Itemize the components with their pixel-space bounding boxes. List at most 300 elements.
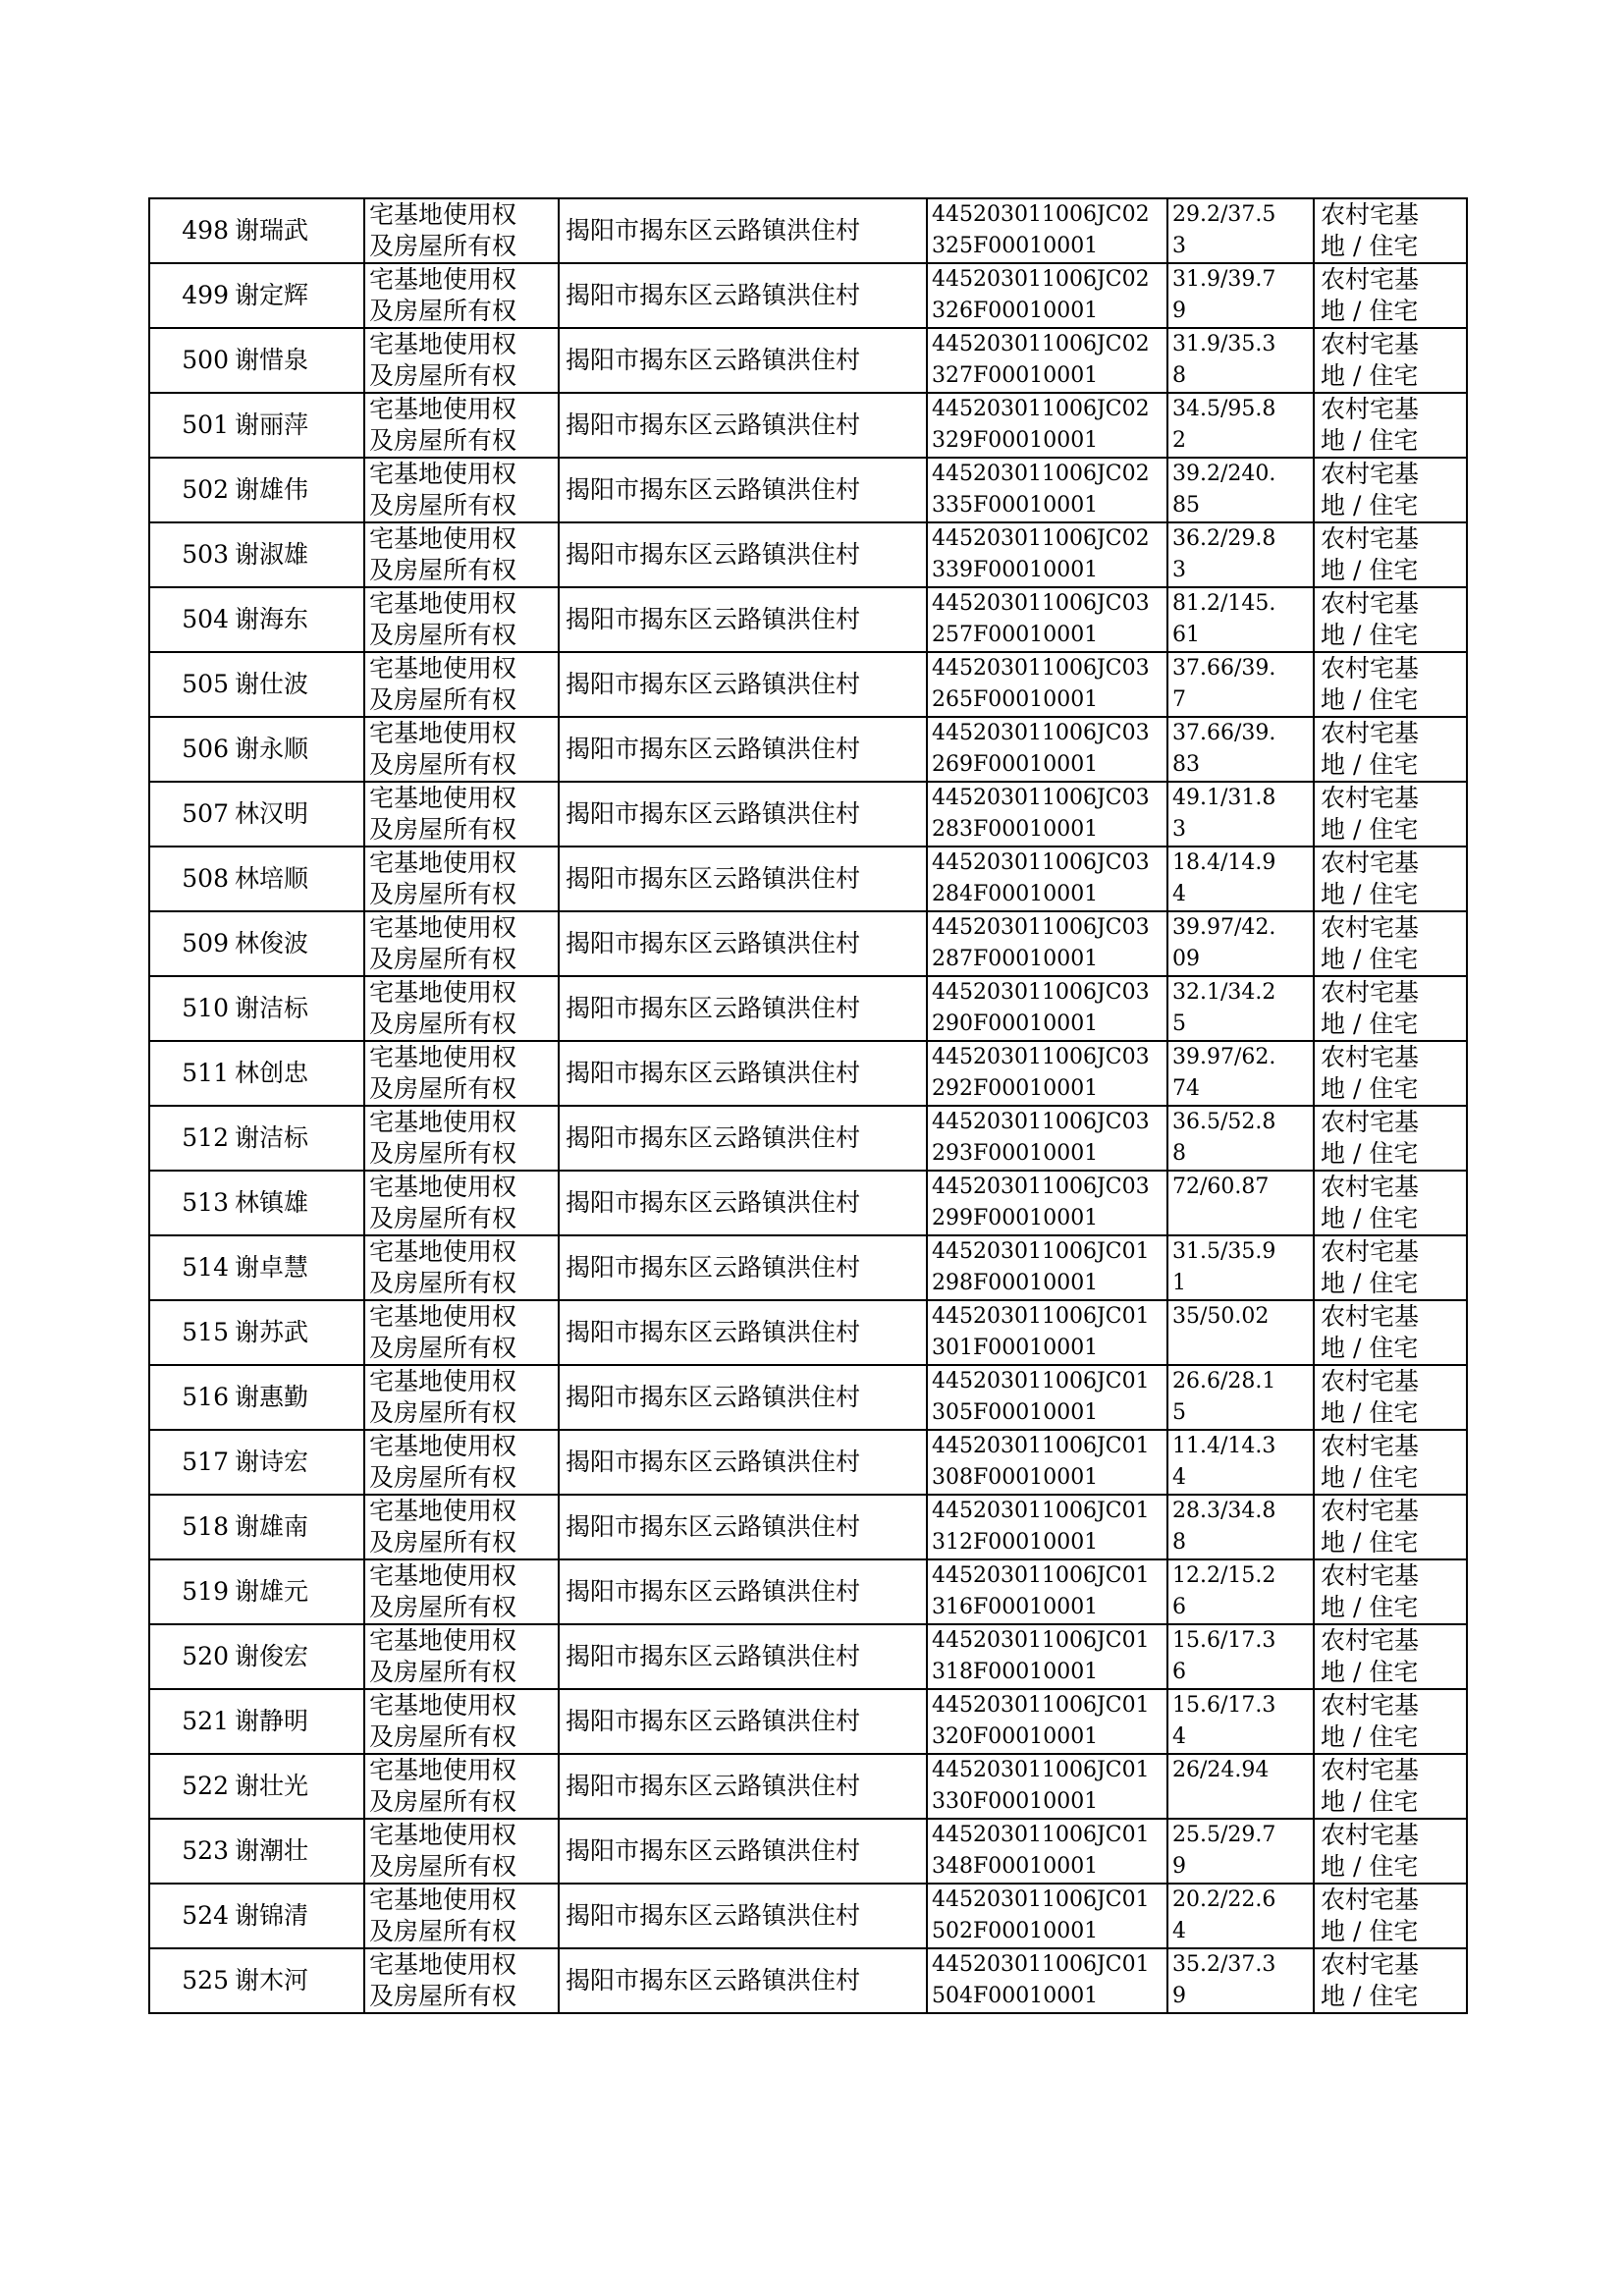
area-cell xyxy=(1167,652,1314,717)
right-type-cell-line: 宅基地使用权 xyxy=(369,848,517,877)
parcel-code-cell xyxy=(927,328,1167,393)
table-row xyxy=(149,1819,1467,1884)
right-type-cell-line: 宅基地使用权 xyxy=(369,1885,517,1914)
location-cell: 揭阳市揭东区云路镇洪住村 xyxy=(559,393,927,458)
land-use-cell xyxy=(1314,1041,1467,1106)
parcel-code-cell-line: 445203011006JC01 xyxy=(932,1239,1150,1264)
land-use-cell-line: 地 / 住宅 xyxy=(1321,1334,1419,1362)
land-use-cell xyxy=(1314,522,1467,587)
right-type-cell-line: 及房屋所有权 xyxy=(369,361,517,390)
area-cell-line: 37.66/39. xyxy=(1172,721,1276,745)
area-cell xyxy=(1167,782,1314,847)
table-row xyxy=(149,1365,1467,1430)
right-type-cell-line: 及房屋所有权 xyxy=(369,1398,517,1427)
table-row xyxy=(149,328,1467,393)
land-use-cell-line: 农村宅基 xyxy=(1321,1367,1420,1395)
parcel-code-cell-line: 445203011006JC03 xyxy=(932,915,1150,940)
area-cell-line: 09 xyxy=(1172,947,1200,971)
area-cell-line: 32.1/34.2 xyxy=(1172,980,1276,1005)
land-use-cell xyxy=(1314,1495,1467,1559)
location-cell: 揭阳市揭东区云路镇洪住村 xyxy=(559,1884,927,1948)
right-type-cell xyxy=(364,1884,559,1948)
area-cell-line: 26.6/28.1 xyxy=(1172,1369,1276,1393)
area-cell xyxy=(1167,587,1314,652)
owner-name-cell: 谢丽萍 xyxy=(231,393,364,458)
land-use-cell-line: 地 / 住宅 xyxy=(1321,1593,1419,1621)
parcel-code-cell-line: 284F00010001 xyxy=(932,882,1099,906)
table-row xyxy=(149,1495,1467,1559)
right-type-cell-line: 及房屋所有权 xyxy=(369,297,517,325)
parcel-code-cell xyxy=(927,1235,1167,1300)
parcel-code-cell-line: 326F00010001 xyxy=(932,299,1099,323)
parcel-code-cell-line: 316F00010001 xyxy=(932,1595,1099,1619)
right-type-cell-line: 宅基地使用权 xyxy=(369,1626,517,1655)
area-cell-line xyxy=(1172,1203,1313,1234)
parcel-code-cell-line: 445203011006JC03 xyxy=(932,850,1150,875)
row-number-cell: 500 xyxy=(149,328,231,393)
right-type-cell xyxy=(364,263,559,328)
parcel-code-cell-line: 445203011006JC01 xyxy=(932,1304,1150,1329)
land-use-cell xyxy=(1314,1430,1467,1495)
area-cell xyxy=(1167,522,1314,587)
right-type-cell xyxy=(364,522,559,587)
right-type-cell xyxy=(364,782,559,847)
table-row xyxy=(149,717,1467,782)
row-number-cell: 512 xyxy=(149,1106,231,1171)
right-type-cell xyxy=(364,393,559,458)
right-type-cell-line: 宅基地使用权 xyxy=(369,589,517,618)
parcel-code-cell-line: 290F00010001 xyxy=(932,1011,1099,1036)
owner-name-cell: 谢定辉 xyxy=(231,263,364,328)
right-type-cell-line: 及房屋所有权 xyxy=(369,1204,517,1232)
area-cell-line: 8 xyxy=(1172,363,1186,388)
area-cell xyxy=(1167,1689,1314,1754)
parcel-code-cell-line: 325F00010001 xyxy=(932,234,1099,258)
right-type-cell-line: 宅基地使用权 xyxy=(369,978,517,1007)
right-type-cell xyxy=(364,1300,559,1365)
land-use-cell xyxy=(1314,1235,1467,1300)
parcel-code-cell xyxy=(927,1689,1167,1754)
owner-name-cell: 谢仕波 xyxy=(231,652,364,717)
table-row xyxy=(149,522,1467,587)
parcel-code-cell xyxy=(927,458,1167,522)
land-use-cell-line: 地 / 住宅 xyxy=(1321,1463,1419,1492)
area-cell xyxy=(1167,1948,1314,2013)
location-cell: 揭阳市揭东区云路镇洪住村 xyxy=(559,782,927,847)
right-type-cell xyxy=(364,652,559,717)
location-cell: 揭阳市揭东区云路镇洪住村 xyxy=(559,1300,927,1365)
land-use-cell-line: 农村宅基 xyxy=(1321,1173,1420,1201)
parcel-code-cell-line: 287F00010001 xyxy=(932,947,1099,971)
row-number-cell: 514 xyxy=(149,1235,231,1300)
land-use-cell-line: 地 / 住宅 xyxy=(1321,945,1419,973)
row-number-cell: 506 xyxy=(149,717,231,782)
right-type-cell xyxy=(364,1689,559,1754)
location-cell: 揭阳市揭东区云路镇洪住村 xyxy=(559,1948,927,2013)
land-use-cell-line: 地 / 住宅 xyxy=(1321,556,1419,584)
table-row xyxy=(149,1041,1467,1106)
land-use-cell-line: 地 / 住宅 xyxy=(1321,232,1419,260)
land-use-cell-line: 地 / 住宅 xyxy=(1321,1204,1419,1232)
land-use-cell-line: 地 / 住宅 xyxy=(1321,1269,1419,1297)
land-use-cell-line: 农村宅基 xyxy=(1321,524,1420,553)
location-cell: 揭阳市揭东区云路镇洪住村 xyxy=(559,1819,927,1884)
location-cell: 揭阳市揭东区云路镇洪住村 xyxy=(559,328,927,393)
parcel-code-cell-line: 445203011006JC03 xyxy=(932,1175,1150,1199)
land-use-cell-line: 地 / 住宅 xyxy=(1321,361,1419,390)
area-cell-line: 4 xyxy=(1172,1919,1186,1943)
parcel-code-cell-line: 445203011006JC01 xyxy=(932,1369,1150,1393)
owner-name-cell: 谢洁标 xyxy=(231,1106,364,1171)
owner-name-cell: 谢洁标 xyxy=(231,976,364,1041)
land-use-cell xyxy=(1314,1689,1467,1754)
parcel-code-cell-line: 348F00010001 xyxy=(932,1854,1099,1879)
area-cell-line: 81.2/145. xyxy=(1172,591,1276,616)
row-number-cell: 523 xyxy=(149,1819,231,1884)
right-type-cell-line: 宅基地使用权 xyxy=(369,524,517,553)
parcel-code-cell xyxy=(927,1884,1167,1948)
parcel-code-cell-line: 283F00010001 xyxy=(932,817,1099,842)
area-cell-line xyxy=(1172,1786,1313,1818)
area-cell xyxy=(1167,1300,1314,1365)
right-type-cell-line: 及房屋所有权 xyxy=(369,1593,517,1621)
parcel-code-cell xyxy=(927,1559,1167,1624)
right-type-cell-line: 宅基地使用权 xyxy=(369,1950,517,1979)
right-type-cell xyxy=(364,198,559,263)
right-type-cell-line: 宅基地使用权 xyxy=(369,330,517,358)
location-cell: 揭阳市揭东区云路镇洪住村 xyxy=(559,1495,927,1559)
right-type-cell-line: 及房屋所有权 xyxy=(369,1917,517,1945)
area-cell xyxy=(1167,1171,1314,1235)
area-cell-line: 85 xyxy=(1172,493,1200,518)
area-cell-line: 39.2/240. xyxy=(1172,462,1276,486)
area-cell-line: 3 xyxy=(1172,817,1186,842)
land-use-cell-line: 农村宅基 xyxy=(1321,1108,1420,1136)
land-use-cell-line: 农村宅基 xyxy=(1321,1950,1420,1979)
area-cell-line: 37.66/39. xyxy=(1172,656,1276,681)
table-row xyxy=(149,587,1467,652)
land-use-cell-line: 地 / 住宅 xyxy=(1321,1528,1419,1557)
parcel-code-cell-line: 445203011006JC03 xyxy=(932,721,1150,745)
owner-name-cell: 林汉明 xyxy=(231,782,364,847)
parcel-code-cell xyxy=(927,652,1167,717)
right-type-cell-line: 宅基地使用权 xyxy=(369,265,517,294)
land-use-cell xyxy=(1314,458,1467,522)
parcel-code-cell xyxy=(927,976,1167,1041)
area-cell xyxy=(1167,1884,1314,1948)
area-cell-line: 31.9/35.3 xyxy=(1172,332,1276,356)
area-cell xyxy=(1167,1559,1314,1624)
land-use-cell-line: 地 / 住宅 xyxy=(1321,1074,1419,1103)
right-type-cell-line: 及房屋所有权 xyxy=(369,1074,517,1103)
location-cell: 揭阳市揭东区云路镇洪住村 xyxy=(559,911,927,976)
right-type-cell-line: 宅基地使用权 xyxy=(369,1367,517,1395)
area-cell-line: 35/50.02 xyxy=(1172,1304,1270,1329)
parcel-code-cell-line: 308F00010001 xyxy=(932,1465,1099,1490)
parcel-code-cell-line: 292F00010001 xyxy=(932,1076,1099,1101)
location-cell: 揭阳市揭东区云路镇洪住村 xyxy=(559,198,927,263)
right-type-cell-line: 宅基地使用权 xyxy=(369,1821,517,1849)
land-use-cell-line: 地 / 住宅 xyxy=(1321,426,1419,455)
table-row xyxy=(149,847,1467,911)
owner-name-cell: 谢雄伟 xyxy=(231,458,364,522)
right-type-cell-line: 及房屋所有权 xyxy=(369,1269,517,1297)
right-type-cell-line: 及房屋所有权 xyxy=(369,880,517,908)
land-use-cell xyxy=(1314,1365,1467,1430)
table-row xyxy=(149,976,1467,1041)
land-use-cell-line: 农村宅基 xyxy=(1321,654,1420,683)
parcel-code-cell-line: 329F00010001 xyxy=(932,428,1099,453)
right-type-cell-line: 及房屋所有权 xyxy=(369,621,517,649)
parcel-code-cell-line: 445203011006JC01 xyxy=(932,1628,1150,1653)
right-type-cell-line: 及房屋所有权 xyxy=(369,945,517,973)
owner-name-cell: 林俊波 xyxy=(231,911,364,976)
right-type-cell-line: 宅基地使用权 xyxy=(369,1237,517,1266)
right-type-cell-line: 宅基地使用权 xyxy=(369,200,517,229)
parcel-code-cell-line: 330F00010001 xyxy=(932,1789,1099,1814)
parcel-code-cell-line: 445203011006JC01 xyxy=(932,1693,1150,1718)
right-type-cell-line: 宅基地使用权 xyxy=(369,1432,517,1460)
parcel-code-cell-line: 445203011006JC02 xyxy=(932,397,1150,421)
location-cell: 揭阳市揭东区云路镇洪住村 xyxy=(559,587,927,652)
parcel-code-cell-line: 445203011006JC01 xyxy=(932,1563,1150,1588)
area-cell xyxy=(1167,393,1314,458)
owner-name-cell: 谢雄南 xyxy=(231,1495,364,1559)
location-cell: 揭阳市揭东区云路镇洪住村 xyxy=(559,717,927,782)
land-use-cell xyxy=(1314,782,1467,847)
land-use-cell-line: 农村宅基 xyxy=(1321,1885,1420,1914)
area-cell-line: 12.2/15.2 xyxy=(1172,1563,1276,1588)
right-type-cell-line: 及房屋所有权 xyxy=(369,556,517,584)
area-cell xyxy=(1167,1819,1314,1884)
right-type-cell xyxy=(364,911,559,976)
area-cell-line: 15.6/17.3 xyxy=(1172,1628,1276,1653)
owner-name-cell: 谢卓慧 xyxy=(231,1235,364,1300)
right-type-cell-line: 宅基地使用权 xyxy=(369,1497,517,1525)
area-cell-line: 36.2/29.8 xyxy=(1172,526,1276,551)
row-number-cell: 524 xyxy=(149,1884,231,1948)
owner-name-cell: 谢瑞武 xyxy=(231,198,364,263)
land-use-cell xyxy=(1314,1171,1467,1235)
parcel-code-cell-line: 445203011006JC01 xyxy=(932,1434,1150,1458)
right-type-cell xyxy=(364,1624,559,1689)
land-use-cell-line: 地 / 住宅 xyxy=(1321,1010,1419,1038)
land-use-cell-line: 农村宅基 xyxy=(1321,330,1420,358)
right-type-cell-line: 及房屋所有权 xyxy=(369,1787,517,1816)
table-row xyxy=(149,1754,1467,1819)
area-cell xyxy=(1167,1430,1314,1495)
table-row xyxy=(149,263,1467,328)
land-use-cell-line: 地 / 住宅 xyxy=(1321,297,1419,325)
right-type-cell xyxy=(364,1430,559,1495)
right-type-cell-line: 及房屋所有权 xyxy=(369,815,517,844)
row-number-cell: 510 xyxy=(149,976,231,1041)
parcel-code-cell-line: 445203011006JC03 xyxy=(932,656,1150,681)
area-cell-line: 39.97/62. xyxy=(1172,1045,1276,1069)
row-number-cell: 498 xyxy=(149,198,231,263)
area-cell-line: 36.5/52.8 xyxy=(1172,1110,1276,1134)
land-use-cell xyxy=(1314,1624,1467,1689)
row-number-cell: 509 xyxy=(149,911,231,976)
location-cell: 揭阳市揭东区云路镇洪住村 xyxy=(559,1689,927,1754)
area-cell-line: 6 xyxy=(1172,1595,1186,1619)
parcel-code-cell-line: 305F00010001 xyxy=(932,1400,1099,1425)
area-cell-line: 29.2/37.5 xyxy=(1172,202,1276,227)
row-number-cell: 502 xyxy=(149,458,231,522)
row-number-cell: 522 xyxy=(149,1754,231,1819)
area-cell-line: 1 xyxy=(1172,1271,1186,1295)
parcel-code-cell xyxy=(927,198,1167,263)
area-cell-line: 74 xyxy=(1172,1076,1200,1101)
area-cell xyxy=(1167,717,1314,782)
row-number-cell: 519 xyxy=(149,1559,231,1624)
area-cell-line: 4 xyxy=(1172,1724,1186,1749)
parcel-code-cell-line: 445203011006JC01 xyxy=(932,1499,1150,1523)
land-use-cell-line: 地 / 住宅 xyxy=(1321,1917,1419,1945)
right-type-cell-line: 及房屋所有权 xyxy=(369,1722,517,1751)
area-cell xyxy=(1167,198,1314,263)
owner-name-cell: 谢静明 xyxy=(231,1689,364,1754)
parcel-code-cell-line: 298F00010001 xyxy=(932,1271,1099,1295)
area-cell-line: 3 xyxy=(1172,558,1186,582)
area-cell-line: 18.4/14.9 xyxy=(1172,850,1276,875)
table-row xyxy=(149,393,1467,458)
area-cell xyxy=(1167,1041,1314,1106)
row-number-cell: 520 xyxy=(149,1624,231,1689)
table-row xyxy=(149,1689,1467,1754)
location-cell: 揭阳市揭东区云路镇洪住村 xyxy=(559,458,927,522)
table-row xyxy=(149,198,1467,263)
right-type-cell-line: 宅基地使用权 xyxy=(369,1561,517,1590)
parcel-code-cell-line: 445203011006JC03 xyxy=(932,980,1150,1005)
area-cell-line: 4 xyxy=(1172,882,1186,906)
land-use-cell xyxy=(1314,1754,1467,1819)
parcel-code-cell xyxy=(927,911,1167,976)
location-cell: 揭阳市揭东区云路镇洪住村 xyxy=(559,1235,927,1300)
location-cell: 揭阳市揭东区云路镇洪住村 xyxy=(559,522,927,587)
land-use-cell-line: 农村宅基 xyxy=(1321,200,1420,229)
land-use-cell-line: 农村宅基 xyxy=(1321,1561,1420,1590)
area-cell-line: 8 xyxy=(1172,1530,1186,1555)
land-use-cell-line: 农村宅基 xyxy=(1321,848,1420,877)
owner-name-cell: 林培顺 xyxy=(231,847,364,911)
location-cell: 揭阳市揭东区云路镇洪住村 xyxy=(559,1754,927,1819)
location-cell: 揭阳市揭东区云路镇洪住村 xyxy=(559,263,927,328)
parcel-code-cell-line: 445203011006JC02 xyxy=(932,267,1150,292)
parcel-code-cell-line: 269F00010001 xyxy=(932,752,1099,777)
parcel-code-cell xyxy=(927,587,1167,652)
parcel-code-cell-line: 339F00010001 xyxy=(932,558,1099,582)
area-cell xyxy=(1167,976,1314,1041)
table-row xyxy=(149,1884,1467,1948)
row-number-cell: 499 xyxy=(149,263,231,328)
right-type-cell-line: 及房屋所有权 xyxy=(369,1334,517,1362)
land-use-cell xyxy=(1314,263,1467,328)
area-cell xyxy=(1167,847,1314,911)
area-cell xyxy=(1167,1106,1314,1171)
parcel-code-cell xyxy=(927,847,1167,911)
land-use-cell xyxy=(1314,1884,1467,1948)
parcel-code-cell xyxy=(927,1171,1167,1235)
table-row xyxy=(149,1430,1467,1495)
right-type-cell-line: 宅基地使用权 xyxy=(369,395,517,423)
parcel-code-cell-line: 445203011006JC03 xyxy=(932,1110,1150,1134)
right-type-cell-line: 及房屋所有权 xyxy=(369,426,517,455)
parcel-code-cell-line: 257F00010001 xyxy=(932,623,1099,647)
land-use-cell-line: 农村宅基 xyxy=(1321,1626,1420,1655)
row-number-cell: 508 xyxy=(149,847,231,911)
area-cell-line: 5 xyxy=(1172,1011,1186,1036)
area-cell-line: 7 xyxy=(1172,687,1186,712)
location-cell: 揭阳市揭东区云路镇洪住村 xyxy=(559,652,927,717)
parcel-code-cell xyxy=(927,782,1167,847)
area-cell xyxy=(1167,263,1314,328)
parcel-code-cell-line: 335F00010001 xyxy=(932,493,1099,518)
row-number-cell: 513 xyxy=(149,1171,231,1235)
right-type-cell xyxy=(364,1559,559,1624)
land-use-cell-line: 地 / 住宅 xyxy=(1321,815,1419,844)
owner-name-cell: 谢壮光 xyxy=(231,1754,364,1819)
area-cell-line: 26/24.94 xyxy=(1172,1758,1270,1782)
land-use-cell-line: 农村宅基 xyxy=(1321,1497,1420,1525)
area-cell-line: 9 xyxy=(1172,299,1186,323)
land-use-cell xyxy=(1314,1300,1467,1365)
row-number-cell: 504 xyxy=(149,587,231,652)
area-cell-line: 31.9/39.7 xyxy=(1172,267,1276,292)
parcel-code-cell xyxy=(927,717,1167,782)
land-use-cell-line: 地 / 住宅 xyxy=(1321,880,1419,908)
right-type-cell-line: 宅基地使用权 xyxy=(369,1043,517,1071)
area-cell-line: 11.4/14.3 xyxy=(1172,1434,1276,1458)
row-number-cell: 505 xyxy=(149,652,231,717)
parcel-code-cell xyxy=(927,1495,1167,1559)
parcel-code-cell xyxy=(927,1430,1167,1495)
area-cell-line: 34.5/95.8 xyxy=(1172,397,1276,421)
land-use-cell xyxy=(1314,328,1467,393)
land-use-cell-line: 农村宅基 xyxy=(1321,978,1420,1007)
area-cell xyxy=(1167,1365,1314,1430)
area-cell-line: 8 xyxy=(1172,1141,1186,1166)
parcel-code-cell-line: 445203011006JC02 xyxy=(932,526,1150,551)
parcel-code-cell xyxy=(927,1754,1167,1819)
area-cell xyxy=(1167,1624,1314,1689)
parcel-code-cell xyxy=(927,1819,1167,1884)
row-number-cell: 507 xyxy=(149,782,231,847)
right-type-cell-line: 宅基地使用权 xyxy=(369,784,517,812)
parcel-code-cell-line: 445203011006JC02 xyxy=(932,462,1150,486)
right-type-cell xyxy=(364,717,559,782)
parcel-code-cell-line: 293F00010001 xyxy=(932,1141,1099,1166)
right-type-cell-line: 宅基地使用权 xyxy=(369,719,517,747)
table-row xyxy=(149,1171,1467,1235)
registry-table xyxy=(148,197,1468,2014)
location-cell: 揭阳市揭东区云路镇洪住村 xyxy=(559,1041,927,1106)
land-use-cell xyxy=(1314,1948,1467,2013)
right-type-cell-line: 宅基地使用权 xyxy=(369,913,517,942)
parcel-code-cell xyxy=(927,522,1167,587)
parcel-code-cell xyxy=(927,1624,1167,1689)
location-cell: 揭阳市揭东区云路镇洪住村 xyxy=(559,1365,927,1430)
parcel-code-cell-line: 504F00010001 xyxy=(932,1984,1099,2008)
table-row xyxy=(149,1624,1467,1689)
parcel-code-cell xyxy=(927,1948,1167,2013)
land-use-cell xyxy=(1314,976,1467,1041)
parcel-code-cell-line: 445203011006JC02 xyxy=(932,332,1150,356)
land-use-cell-line: 农村宅基 xyxy=(1321,589,1420,618)
area-cell-line: 61 xyxy=(1172,623,1200,647)
land-use-cell xyxy=(1314,847,1467,911)
right-type-cell-line: 宅基地使用权 xyxy=(369,1108,517,1136)
